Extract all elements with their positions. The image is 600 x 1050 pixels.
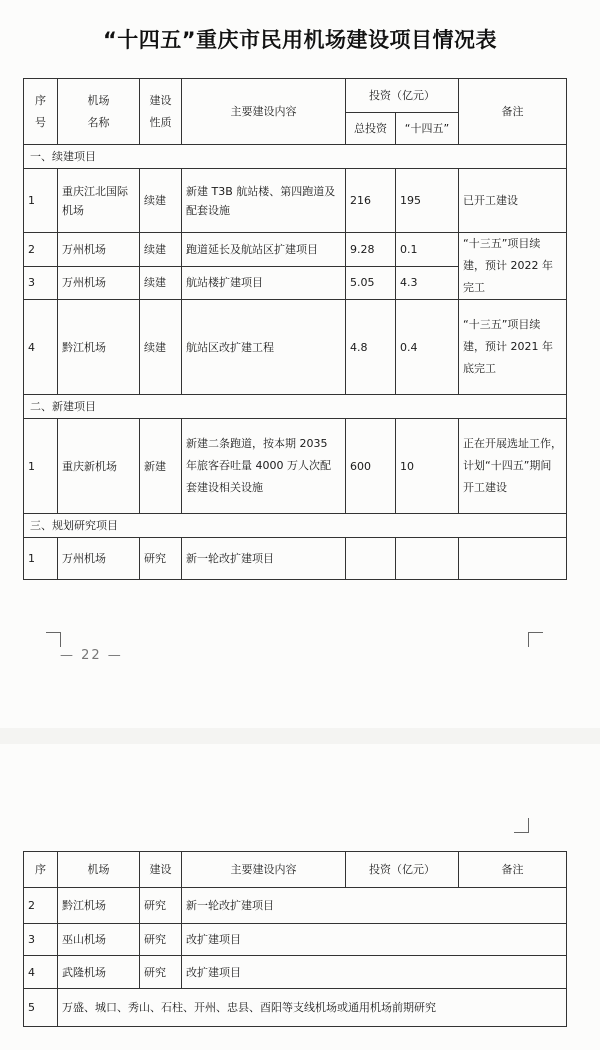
cell-airport: 万州机场 <box>58 538 140 580</box>
table-row <box>24 956 567 989</box>
section-row <box>24 395 567 419</box>
cell-airport: 黔江机场 <box>58 888 140 924</box>
cell-seq: 3 <box>24 924 58 956</box>
document-page-2 <box>0 744 600 1050</box>
cell-content: 万盛、城口、秀山、石柱、开州、忠县、酉阳等支线机场或通用机场前期研究 <box>58 989 567 1027</box>
cell-seq: 4 <box>24 300 58 395</box>
cell-nature: 研究 <box>140 888 182 924</box>
cell-nature: 续建 <box>140 300 182 395</box>
cell-seq: 1 <box>24 419 58 514</box>
cell-content: 改扩建项目 <box>182 956 567 989</box>
cell-total: 4.8 <box>346 300 396 395</box>
cell-nature: 续建 <box>140 266 182 300</box>
table-header-row <box>24 852 567 888</box>
cell-fyp <box>396 538 459 580</box>
cell-seq: 3 <box>24 266 58 300</box>
cell-airport: 万州机场 <box>58 233 140 267</box>
header-nature: 建设 性质 <box>140 79 182 145</box>
cell-fyp: 0.4 <box>396 300 459 395</box>
cell-airport: 重庆新机场 <box>58 419 140 514</box>
table-header-row <box>24 79 567 113</box>
cell-total: 600 <box>346 419 396 514</box>
cell-content: 新建 T3B 航站楼、第四跑道及配套设施 <box>182 169 346 233</box>
cell-fyp: 10 <box>396 419 459 514</box>
header-seq: 序 号 <box>24 79 58 145</box>
page-title: “十四五”重庆市民用机场建设项目情况表 <box>102 28 498 52</box>
section-label: 二、新建项目 <box>24 395 567 419</box>
table-row <box>24 419 567 514</box>
cell-fyp: 4.3 <box>396 266 459 300</box>
cell-nature: 研究 <box>140 538 182 580</box>
cell-seq: 5 <box>24 989 58 1027</box>
table-row <box>24 924 567 956</box>
cell-fyp: 195 <box>396 169 459 233</box>
cell-total: 5.05 <box>346 266 396 300</box>
cell-content: 航站楼扩建项目 <box>182 266 346 300</box>
crop-mark-right <box>528 632 543 647</box>
cell-content: 新一轮改扩建项目 <box>182 888 567 924</box>
table-row <box>24 169 567 233</box>
airport-projects-table <box>23 78 567 580</box>
crop-mark-top-right <box>514 818 529 833</box>
cell-total: 216 <box>346 169 396 233</box>
section-row <box>24 514 567 538</box>
cell-nature: 研究 <box>140 924 182 956</box>
cell-airport: 万州机场 <box>58 266 140 300</box>
airport-projects-table-continued <box>23 851 567 1027</box>
table-row <box>24 888 567 924</box>
cell-total <box>346 538 396 580</box>
header-content: 主要建设内容 <box>182 79 346 145</box>
cell-nature: 新建 <box>140 419 182 514</box>
header-fyp: “十四五” <box>396 113 459 145</box>
table-row <box>24 300 567 395</box>
cell-remark <box>459 538 567 580</box>
cell-seq: 4 <box>24 956 58 989</box>
cell-airport: 重庆江北国际机场 <box>58 169 140 233</box>
cell-content: 航站区改扩建工程 <box>182 300 346 395</box>
cell-airport: 黔江机场 <box>58 300 140 395</box>
header-nature: 建设 <box>140 852 182 888</box>
header-remark: 备注 <box>459 79 567 145</box>
header-investment: 投资（亿元） <box>346 852 459 888</box>
table-row <box>24 538 567 580</box>
cell-fyp: 0.1 <box>396 233 459 267</box>
header-airport: 机场 名称 <box>58 79 140 145</box>
cell-total: 9.28 <box>346 233 396 267</box>
header-investment: 投资（亿元） <box>346 79 459 113</box>
cell-remark: 正在开展选址工作，计划“十四五”期间开工建设 <box>459 419 567 514</box>
cell-content: 新一轮改扩建项目 <box>182 538 346 580</box>
header-total: 总投资 <box>346 113 396 145</box>
table-row <box>24 989 567 1027</box>
cell-nature: 续建 <box>140 233 182 267</box>
cell-seq: 2 <box>24 233 58 267</box>
cell-nature: 研究 <box>140 956 182 989</box>
page-number: — 22 — <box>60 648 123 663</box>
header-seq: 序 <box>24 852 58 888</box>
section-label: 一、续建项目 <box>24 145 567 169</box>
cell-seq: 1 <box>24 169 58 233</box>
crop-mark-left <box>46 632 61 647</box>
cell-seq: 2 <box>24 888 58 924</box>
header-content: 主要建设内容 <box>182 852 346 888</box>
cell-nature: 续建 <box>140 169 182 233</box>
cell-content: 新建二条跑道，按本期 2035 年旅客吞吐量 4000 万人次配套建设相关设施 <box>182 419 346 514</box>
cell-remark: “十三五”项目续建，预计 2022 年完工 <box>459 233 567 300</box>
section-row <box>24 145 567 169</box>
section-label: 三、规划研究项目 <box>24 514 567 538</box>
table-row <box>24 233 567 267</box>
cell-remark: “十三五”项目续建，预计 2021 年底完工 <box>459 300 567 395</box>
cell-airport: 巫山机场 <box>58 924 140 956</box>
cell-content: 改扩建项目 <box>182 924 567 956</box>
cell-seq: 1 <box>24 538 58 580</box>
header-airport: 机场 <box>58 852 140 888</box>
cell-remark: 已开工建设 <box>459 169 567 233</box>
cell-airport: 武隆机场 <box>58 956 140 989</box>
cell-content: 跑道延长及航站区扩建项目 <box>182 233 346 267</box>
header-remark: 备注 <box>459 852 567 888</box>
